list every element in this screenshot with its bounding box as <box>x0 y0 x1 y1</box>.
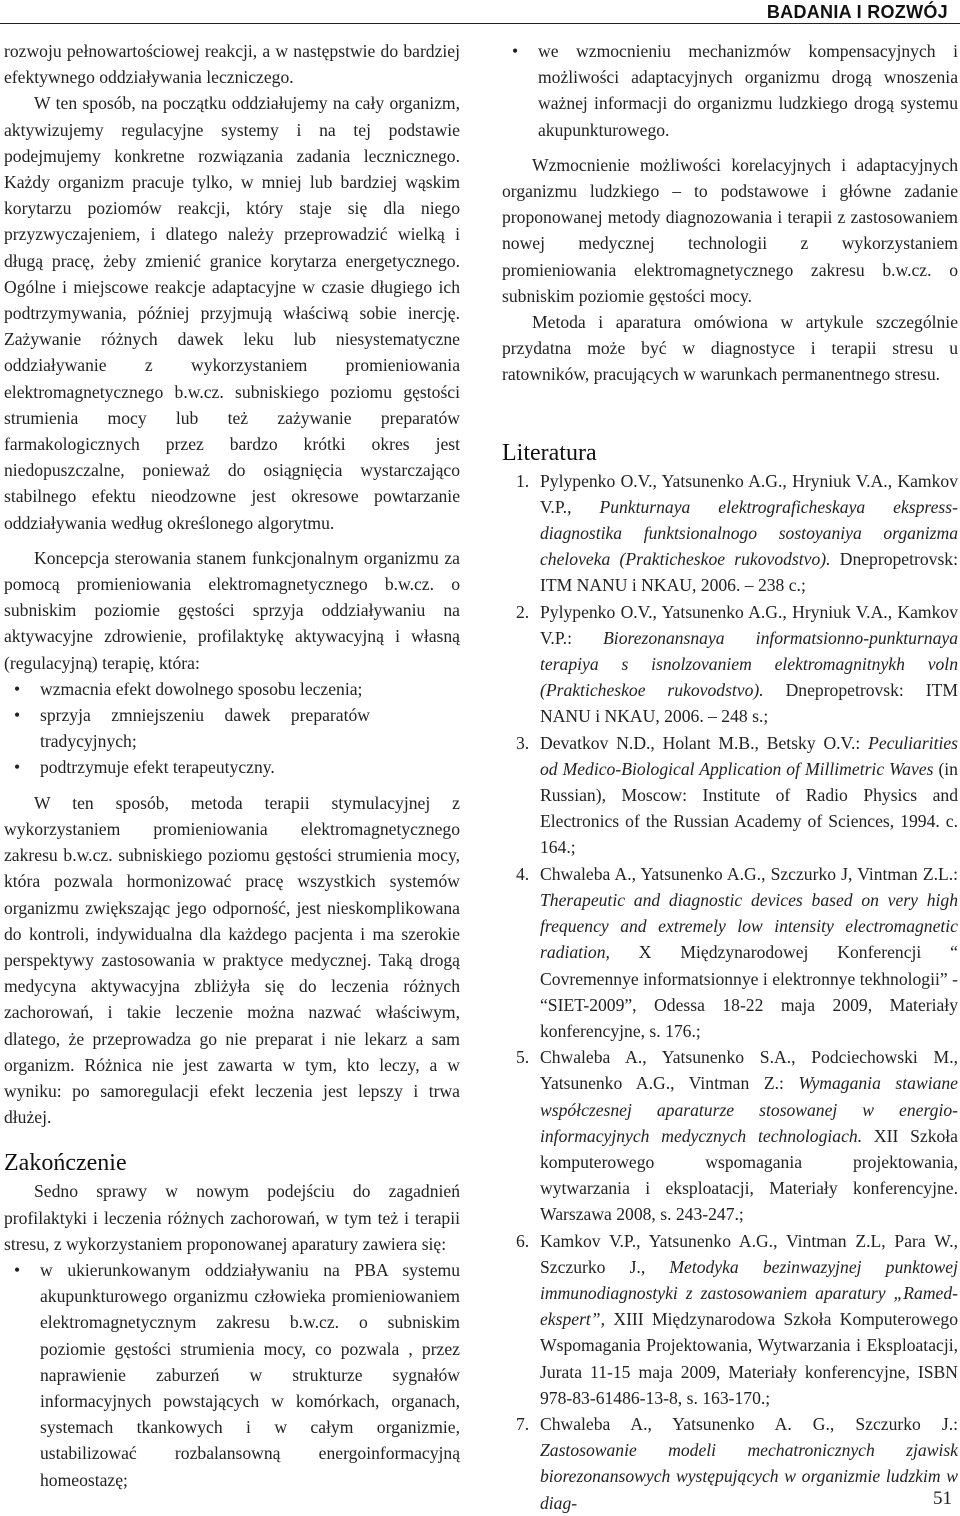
reference-item <box>502 730 958 861</box>
reference-number: 6. <box>516 1230 530 1251</box>
section-title: BADANIA I ROZWÓJ <box>766 2 948 22</box>
bullet-list <box>4 676 460 781</box>
reference-details: Dnepropetrovsk: ITM NANU i NKAU, 2006. – 248 s.; <box>540 680 958 727</box>
reference-number: 5. <box>516 1047 530 1068</box>
reference-authors: Devatkov N.D., Holant M.B., Betsky O.V.: <box>540 732 869 753</box>
bullet-list <box>4 1257 460 1493</box>
reference-item <box>502 599 958 730</box>
reference-authors: Kamkov V.P., Yatsunenko A.G., Vintman Z.L, Para W., Szczurko J., <box>540 1230 958 1277</box>
reference-details: X Międzynarodowej Konferencji “ Covremennye informatsionnye i elektronnye tekhnologii” - “SIET-2009”, Odessa 18-22 maja 2009, Materiały konferencyjne, s. 176.; <box>540 942 958 1041</box>
reference-title: Punkturnaya elektrograficheskaya ekspress-diagnostika funktsionalnogo sostoyaniya organizma cheloveka (Prakticheskoe rukovodstvo). <box>540 496 958 570</box>
reference-details: Dnepropetrovsk: ITM NANU i NKAU, 2006. – 238 c.; <box>540 549 958 596</box>
reference-number: 2. <box>516 601 530 622</box>
right-column <box>502 38 958 1516</box>
reference-details: (in Russian), Moscow: Institute of Radio Physics and Electronics of the Russian Academy of Sciences, 1994. c. 164.; <box>540 758 958 858</box>
reference-authors: Pylypenko O.V., Yatsunenko A.G., Hryniuk V.A., Kamkov V.P., <box>540 470 958 517</box>
reference-title: Zastosowanie modeli mechatronicznych zjawisk biorezonansowych występujących w organizmie ludzkim w diag- <box>540 1440 958 1513</box>
reference-item <box>502 1044 958 1227</box>
reference-authors: Chwaleba A., Yatsunenko A.G., Szczurko J, Vintman Z.L.: <box>540 863 958 884</box>
reference-details: XII Szkoła komputerowego wspomagania projektowania, wytwarzania i eksploatacji, Materiały konferencyjne. Warszawa 2008, s. 243-247.; <box>540 1125 958 1225</box>
references-heading: Literatura <box>502 439 597 466</box>
bullet-list <box>502 38 958 143</box>
section-heading: Zakończenie <box>4 1150 127 1177</box>
reference-item <box>502 1228 958 1411</box>
reference-item <box>502 468 958 599</box>
list-item: • w ukierunkowanym oddziaływaniu na PBA systemu akupunkturowego organizmu człowieka promieniowaniem elektromagnetycznym zakresu b.w.cz. o subniskim poziomie gęstości strumienia mocy, co pozwala , przez naprawienie zaburzeń w strukturze sygnałów informacyjnych powstających w komórkach, organach, systemach tkankowych i w całym organizmie, ustabilizować rozbalansowną energoinformacyjną homeostazę; <box>4 1257 460 1493</box>
reference-title: Wymagania stawiane współczesnej aparaturze stosowanej w energio-informacyjnych medycznych technologiach. <box>540 1073 958 1146</box>
reference-number: 3. <box>516 732 530 753</box>
list-item: • wzmacnia efekt dowolnego sposobu leczenia; <box>4 676 460 702</box>
header-rule <box>0 23 960 24</box>
reference-item <box>502 1411 958 1516</box>
reference-number: 4. <box>516 863 530 884</box>
reference-details: XIII Międzynarodowa Szkoła Komputerowego Wspomagania Projektowania, Wytwarzania i Eksploatacji, Jurata 11-15 maja 2009, Materiały konferencyjne, ISBN 978-83-61486-13-8, s. 163-170.; <box>540 1309 958 1408</box>
page-number: 51 <box>933 1488 952 1509</box>
reference-number: 7. <box>516 1413 530 1434</box>
reference-authors: Chwaleba A., Yatsunenko A. G., Szczurko J.: <box>540 1413 958 1434</box>
reference-item <box>502 861 958 1044</box>
list-item: • we wzmocnieniu mechanizmów kompensacyjnych i możliwości adaptacyjnych organizmu drogą wnoszenia ważnej informacji do organizmu ludzkiego drogą systemu akupunkturowego. <box>502 38 958 143</box>
reference-title: Peculiarities od Medico-Biological Application of Millimetric Waves <box>540 732 958 779</box>
paragraph: Wzmocnienie możliwości korelacyjnych i adaptacyjnych organizmu ludzkiego – to podstawowe i główne zadanie proponowanej metody diagnozowania i terapii z zastosowaniem nowej medycznej technologii z wykorzystaniem promieniowania elektromagnetycznego zakresu b.w.cz. o subniskim poziomie gęstości mocy. <box>502 154 958 306</box>
left-column <box>4 38 460 1493</box>
list-item: • podtrzymuje efekt terapeutyczny. <box>4 754 460 780</box>
paragraph: Metoda i aparatura omówiona w artykule szczególnie przydatna może być w diagnostyce i terapii stresu u ratowników, pracujących w warunkach permanentnego stresu. <box>502 312 958 385</box>
reference-title: Metodyka bezinwazyjnej punktowej immunodiagnostyki z zastosowaniem aparatury „Ramed-ekspert”, <box>540 1256 958 1330</box>
paragraph: W ten sposób, metoda terapii stymulacyjnej z wykorzystaniem promieniowania elektromagnetycznego zakresu b.w.cz. subniskiego poziomu gęstości strumienia mocy, która pozwala hormonizować pracę wszystkich systemów organizmu zwiększając jego odporność, jest nieskomplikowana do kontroli, indywidualna dla każdego pacjenta i ma szerokie perspektywy zastosowania w praktyce medycznej. Taką drogą medycyna aktywacyjna zbliżyła się do leczenia różnych zachorowań, i takie leczenie można nazwać właściwym, dlatego, że przeprowadza go nie preparat i nie lekarz a sam organizm. Różnica nie jest zawarta w tym, kto leczy, a w wyniku: po samoregulacji efekt leczenia jest lepszy i trwa dłużej. <box>4 792 460 1128</box>
list-item: • sprzyja zmniejszeniu dawek preparatów tradycyjnych; <box>4 702 460 754</box>
reference-number: 1. <box>516 470 530 491</box>
reference-authors: Pylypenko O.V., Yatsunenko A.G., Hryniuk V.A., Kamkov V.P.: <box>540 601 958 648</box>
paragraph: Koncepcja sterowania stanem funkcjonalnym organizmu za pomocą promieniowania elektromagnetycznego b.w.cz. o subniskim poziomie gęstości sprzyja oddziaływaniu na aktywacyjne zdrowienie, profilaktykę aktywacyjną i własną (regulacyjną) terapię, która: <box>4 547 460 673</box>
paragraph: W ten sposób, na początku oddziałujemy na cały organizm, aktywizujemy regulacyjne systemy i na tej podstawie podejmujemy konkretne rozwiązania zadania lecznicznego. Każdy organizm pracuje tylko, w mniej lub bardziej wąskim korytarzu poziomów reakcji, który staje się dla niego przyzwyczajeniem, i dlatego należy przeprowadzić wielką i długą pracę, żeby zmienić granice korytarza energetycznego. Ogólne i miejscowe reakcje adaptacyjne w czasie długiego ich podtrzymywania, później przyjmują właściwą sobie inercję. Zażywanie różnych dawek leku lub niesystematyczne oddziaływanie z wykorzystaniem promieniowania elektromagnetycznego b.w.cz. subniskiego poziomu gęstości strumienia mocy lub też zażywanie preparatów farmakologicznych przez bardzo krótki okres jest niedopuszczalne, ponieważ do osiągnięcia wystarczająco stabilnego efektu nieodzowne jest okresowe powtarzanie oddziaływania według określonego algorytmu. <box>4 93 460 533</box>
paragraph: Sedno sprawy w nowym podejściu do zagadnień profilaktyki i leczenia różnych zachorowań, w tym też i terapii stresu, z wykorzystaniem proponowanej aparatury zawiera się: <box>4 1181 460 1254</box>
reference-title: Biorezonansnaya informatsionno-punkturnaya terapiya s isnolzovaniem elektromagnitnykh voln (Prakticheskoe rukovodstvo). <box>540 627 958 701</box>
reference-authors: Chwaleba A., Yatsunenko S.A., Podciechowski M., Yatsunenko A.G., Vintman Z.: <box>540 1047 958 1094</box>
paragraph: rozwoju pełnowartościowej reakcji, a w następstwie do bardziej efektywnego oddziaływania leczniczego. <box>4 41 460 88</box>
reference-title: Therapeutic and diagnostic devices based on very high frequency and extremely low intensity electromagnetic radiation, <box>540 889 958 963</box>
running-header <box>0 0 960 26</box>
references-list <box>502 468 958 1516</box>
